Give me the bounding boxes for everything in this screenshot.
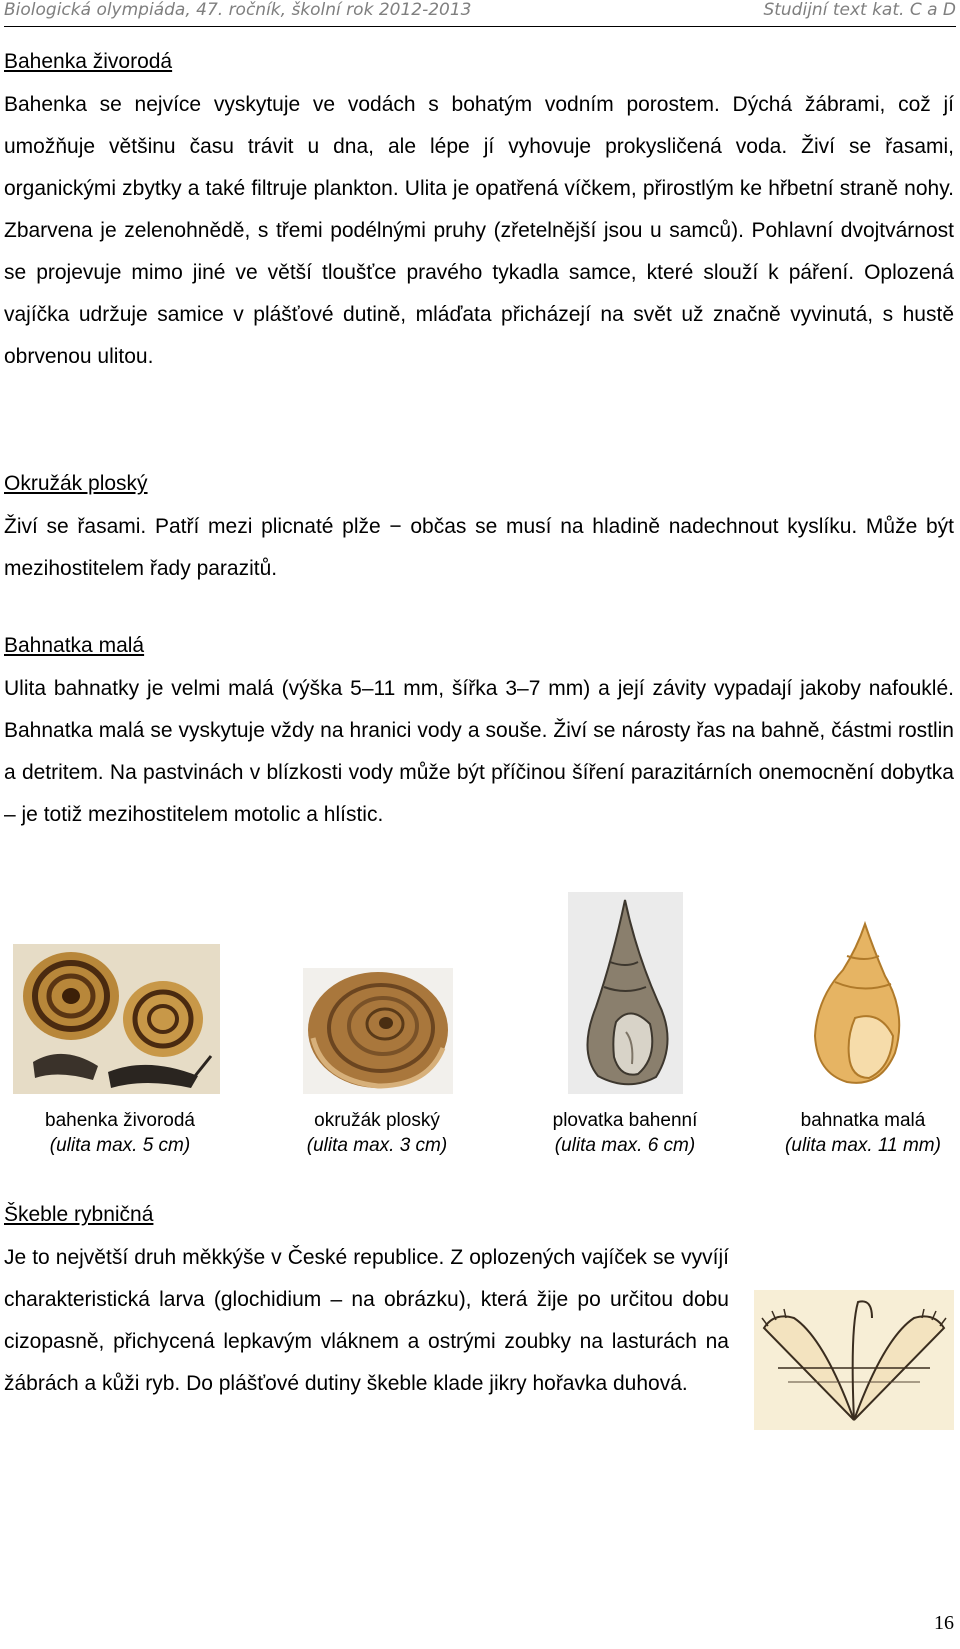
paragraph-okruzak: Živí se řasami. Patří mezi plicnaté plže − občas se musí na hladině nadechnout kyslíku. Může být mezihostitelem řady parazitů. — [4, 515, 954, 580]
figure-size: (ulita max. 11 mm) — [785, 1135, 941, 1156]
figure-size: (ulita max. 6 cm) — [554, 1135, 696, 1156]
header-title: Biologická olympiáda, 47. ročník, školní rok 2012-2013 — [4, 0, 472, 20]
figure-caption — [10, 1108, 230, 1158]
header-category: Studijní text kat. C a D — [763, 0, 956, 20]
figure-caption — [753, 1108, 960, 1158]
figure-name: plovatka bahenní — [552, 1110, 698, 1131]
figure-size: (ulita max. 3 cm) — [306, 1135, 448, 1156]
figure-name: bahnatka malá — [800, 1110, 926, 1131]
bahnatka-snail-image — [795, 918, 920, 1094]
okruzak-snail-image — [303, 968, 453, 1094]
page-number: 16 — [934, 1612, 954, 1634]
heading-okruzak: Okružák ploský — [4, 472, 148, 495]
page-header — [4, 0, 956, 24]
plovatka-snail-image — [568, 892, 683, 1094]
figure-size: (ulita max. 5 cm) — [49, 1135, 191, 1156]
heading-skeble: Škeble rybničná — [4, 1203, 154, 1226]
heading-bahnatka: Bahnatka malá — [4, 634, 145, 657]
figure-caption — [515, 1108, 735, 1158]
heading-bahenka: Bahenka živorodá — [4, 50, 173, 73]
bahenka-snail-image — [13, 944, 220, 1094]
paragraph-bahnatka: Ulita bahnatky je velmi malá (výška 5–11 mm, šířka 3–7 mm) a její závity vypadají jakoby nafouklé. Bahnatka malá se vyskytuje vždy na hranici vody a souše. Živí se nárosty řas na bahně, částmi rostlin a detritem. Na pastvinách v blízkosti vody může být příčinou šíření parazitárních onemocnění dobytka – je totiž mezihostitelem motolic a hlístic. — [4, 677, 954, 826]
figure-name: okružák ploský — [314, 1110, 440, 1131]
figure-name: bahenka živorodá — [45, 1110, 195, 1131]
paragraph-bahenka: Bahenka se nejvíce vyskytuje ve vodách s bohatým vodním porostem. Dýchá žábrami, což jí umožňuje většinu času trávit u dna, ale lépe jí vyhovuje prokysličená voda. Živí se řasami, organickými zbytky a také filtruje plankton. Ulita je opatřená víčkem, přirostlým ke hřbetní straně nohy. Zbarvena je zelenohnědě, s třemi podélnými pruhy (zřetelnější jsou u samců). Pohlavní dvojtvárnost se projevuje mimo jiné ve větší tloušťce pravého tykadla samce, které slouží k páření. Oplozená vajíčka udržuje samice v plášťové dutině, mláďata přicházejí na svět už značně vyvinutá, s hustě obrvenou ulitou. — [4, 93, 954, 368]
glochidium-larva-image — [754, 1290, 954, 1430]
paragraph-skeble: Je to největší druh měkkýše v České republice. Z oplozených vajíček se vyvíjí charakteristická larva (glochidium – na obrázku), která žije po určitou dobu cizopasně, přichycená lepkavým vláknem a ostrými zoubky na lasturách na žábrách a kůži ryb. Do plášťové dutiny škeble klade jikry hořavka duhová. — [4, 1246, 729, 1395]
figure-caption — [267, 1108, 487, 1158]
header-divider — [4, 26, 956, 27]
